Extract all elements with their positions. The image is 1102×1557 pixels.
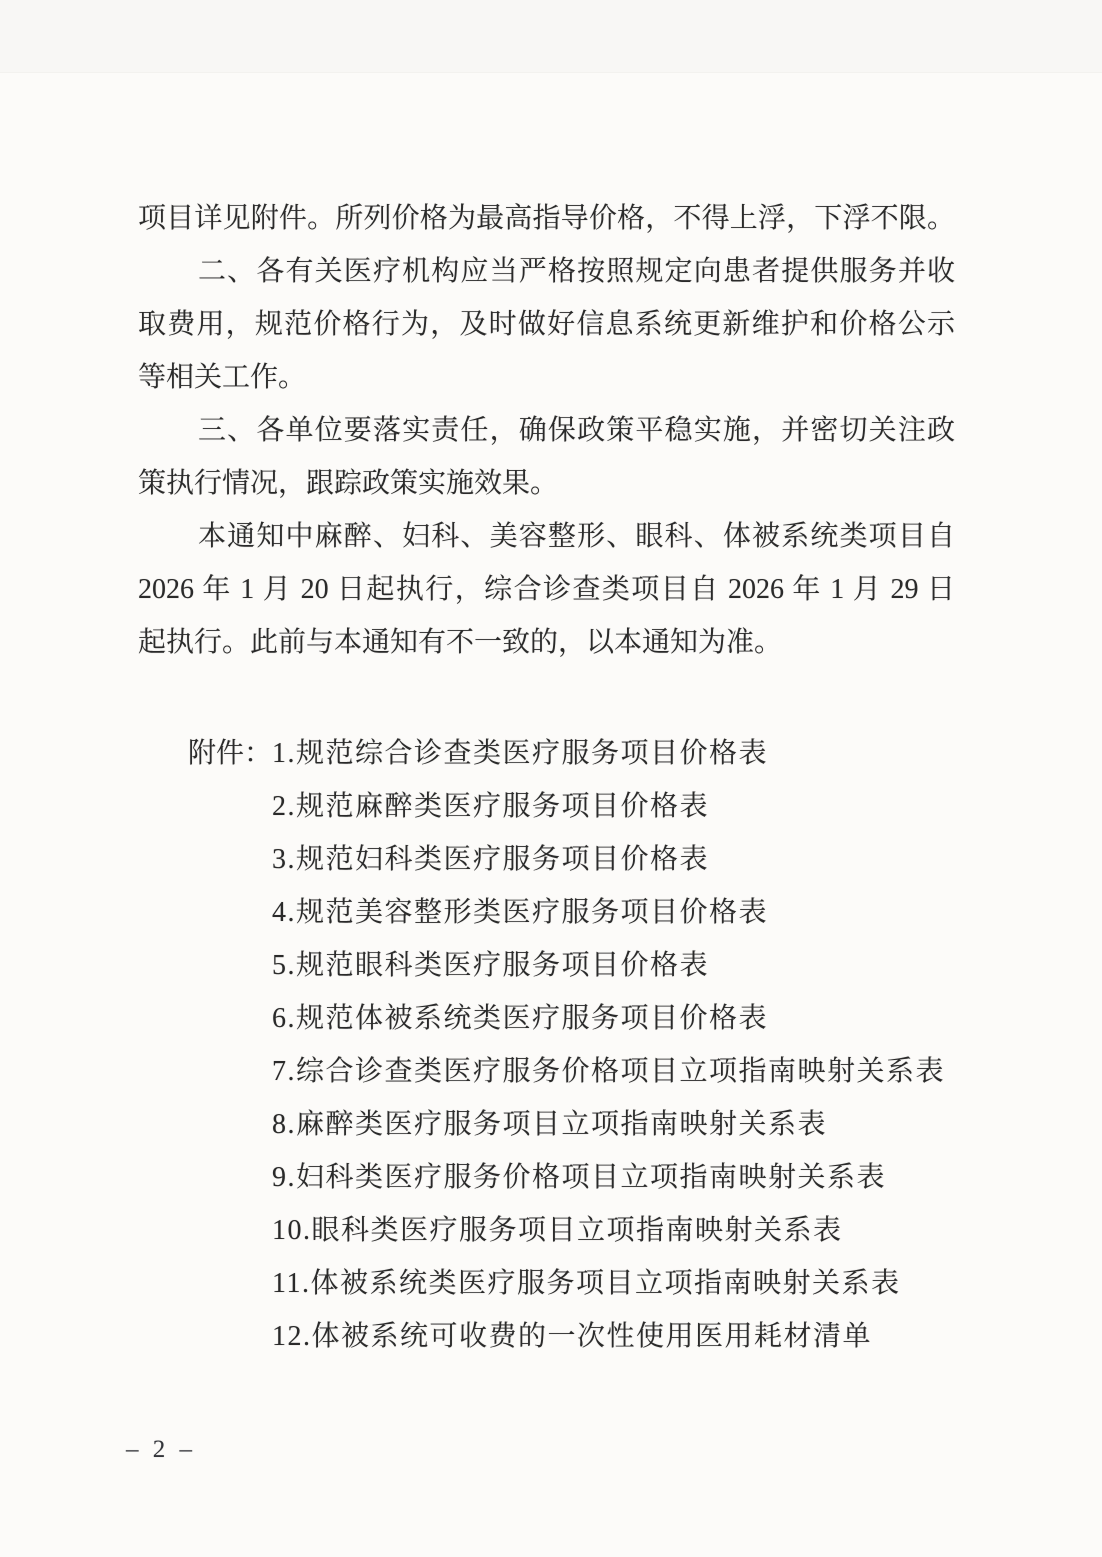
attachment-item: 2.规范麻醉类医疗服务项目价格表 [272, 791, 710, 822]
body-line: 二、各有关医疗机构应当严格按照规定向患者提供服务并收 [198, 256, 955, 287]
body-line: 取费用，规范价格行为，及时做好信息系统更新维护和价格公示 [138, 309, 955, 340]
attachment-item: 11.体被系统类医疗服务项目立项指南映射关系表 [272, 1268, 901, 1299]
attachment-item: 8.麻醉类医疗服务项目立项指南映射关系表 [272, 1109, 828, 1140]
document-content [138, 192, 955, 1363]
attachment-item: 6.规范体被系统类医疗服务项目价格表 [272, 1003, 769, 1034]
attachment-item: 10.眼科类医疗服务项目立项指南映射关系表 [272, 1215, 843, 1246]
body-line: 项目详见附件。所列价格为最高指导价格，不得上浮，下浮不限。 [138, 203, 955, 234]
body-line: 本通知中麻醉、妇科、美容整形、眼科、体被系统类项目自 [198, 521, 955, 552]
page-number: – 2 – [126, 1436, 196, 1463]
attachment-item: 7.综合诊查类医疗服务价格项目立项指南映射关系表 [272, 1056, 946, 1087]
attachment-item: 12.体被系统可收费的一次性使用医用耗材清单 [272, 1321, 873, 1352]
scan-artifact-band [0, 0, 1102, 73]
attachments-list [272, 727, 945, 1363]
body-line: 三、各单位要落实责任，确保政策平稳实施，并密切关注政 [198, 415, 955, 446]
attachment-item: 9.妇科类医疗服务价格项目立项指南映射关系表 [272, 1162, 887, 1193]
attachment-item: 1.规范综合诊查类医疗服务项目价格表 [272, 738, 769, 769]
body-text [138, 192, 955, 669]
body-line: 2026 年 1 月 20 日起执行，综合诊查类项目自 2026 年 1 月 29 日 [138, 574, 955, 605]
attachment-item: 5.规范眼科类医疗服务项目价格表 [272, 950, 710, 981]
attachment-item: 3.规范妇科类医疗服务项目价格表 [272, 844, 710, 875]
body-line: 起执行。此前与本通知有不一致的，以本通知为准。 [138, 627, 783, 658]
attachment-item: 4.规范美容整形类医疗服务项目价格表 [272, 897, 769, 928]
body-line: 策执行情况，跟踪政策实施效果。 [138, 468, 559, 499]
paragraph-gap [138, 669, 955, 727]
attachments-block [188, 727, 955, 1363]
attachments-label: 附件： [188, 738, 273, 769]
body-line: 等相关工作。 [138, 362, 307, 393]
